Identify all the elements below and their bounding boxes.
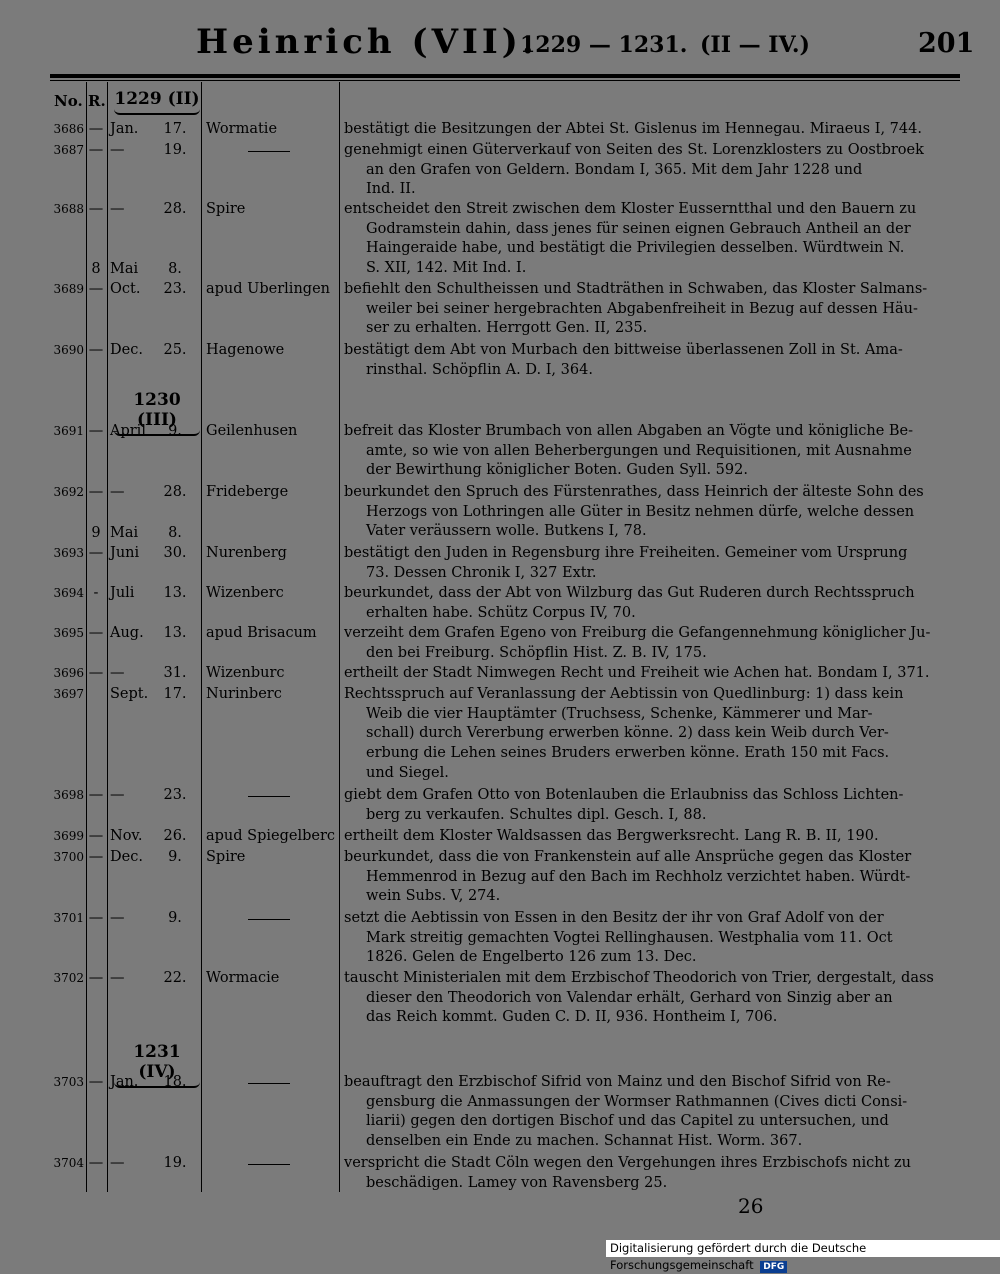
dfg-logo: DFG: [760, 1261, 787, 1273]
entry-day-pre: 8.: [168, 525, 182, 541]
entry-number: 3686: [53, 122, 84, 136]
entry-place: apud Brisacum: [206, 625, 317, 641]
entry-month: —: [110, 142, 125, 158]
entry-month: —: [110, 201, 125, 217]
entry-text: [344, 827, 958, 847]
entry-text-line: weiler bei seiner hergebrachten Abgabenfreiheit in Bezug auf dessen Häu-: [366, 300, 918, 317]
entry-month: —: [110, 970, 125, 986]
column-divider: [201, 82, 202, 1192]
entry-text: [344, 483, 958, 542]
entry-day: 9.: [168, 423, 182, 439]
entry-r: —: [88, 142, 104, 158]
entry-text: [344, 624, 958, 663]
header-rule-thin: [50, 80, 960, 81]
entry-text-line: genehmigt einen Güterverkauf von Seiten des St. Lorenzklosters zu Oostbroek: [344, 142, 924, 158]
entry-text: [344, 685, 958, 784]
entry-day: 13.: [163, 585, 187, 601]
entry-month: Oct.: [110, 281, 141, 297]
entry-month: —: [110, 665, 125, 681]
entry-number: 3691: [53, 424, 84, 438]
place-dash: [248, 1164, 290, 1165]
entry-text-line: liarii) gegen den dortigen Bischof und das Capitel zu untersuchen, und: [366, 1113, 889, 1130]
entry-day: 9.: [168, 849, 182, 865]
entry-day: 31.: [163, 665, 187, 681]
entry-day: 28.: [163, 484, 187, 500]
entry-month: —: [110, 910, 125, 926]
entry-number: 3703: [53, 1075, 84, 1089]
entry-day-pre: 8.: [168, 261, 182, 277]
entry-text-line: rinsthal. Schöpflin A. D. I, 364.: [366, 361, 593, 378]
header-years: 1229 — 1231.: [520, 32, 688, 58]
entry-day: 19.: [163, 142, 187, 158]
place-dash: [248, 919, 290, 920]
column-header-no: No.: [54, 92, 83, 110]
entry-number: 3697: [53, 687, 84, 701]
entry-text-line: befiehlt den Schultheissen und Stadträthen in Schwaben, das Kloster Salmans-: [344, 281, 928, 297]
entry-r: —: [88, 910, 104, 926]
entry-place: Nurenberg: [206, 545, 287, 561]
entry-text-line: S. XII, 142. Mit Ind. I.: [366, 260, 527, 277]
entry-place: Hagenowe: [206, 342, 285, 358]
signature-mark: 26: [738, 1194, 764, 1218]
column-header-r: R.: [88, 92, 106, 110]
entry-day: 25.: [163, 342, 187, 358]
page-header: [0, 22, 1000, 66]
entry-number: 3700: [53, 850, 84, 864]
entry-day: 19.: [163, 1155, 187, 1171]
entry-text-line: bestätigt den Juden in Regensburg ihre Freiheiten. Gemeiner vom Ursprung: [344, 545, 908, 561]
entry-text-line: ertheilt dem Kloster Waldsassen das Bergwerksrecht. Lang R. B. II, 190.: [344, 828, 879, 844]
entry-text-line: ser zu erhalten. Herrgott Gen. II, 235.: [366, 320, 648, 337]
entry-number: 3702: [53, 971, 84, 985]
entry-text-line: verzeiht dem Grafen Egeno von Freiburg die Gefangennehmung königlicher Ju-: [344, 625, 931, 641]
entry-text-line: Ind. II.: [366, 181, 416, 198]
entry-r: —: [88, 828, 104, 844]
entry-r: —: [88, 484, 104, 500]
entry-r: —: [88, 121, 104, 137]
entry-r: —: [88, 545, 104, 561]
entry-text: [344, 786, 958, 825]
year-heading-label: 1229 (II): [114, 89, 200, 109]
entry-place: apud Uberlingen: [206, 281, 330, 297]
entry-text: [344, 120, 958, 140]
header-rule: [50, 74, 960, 78]
year-brace: [114, 109, 200, 115]
entry-r: —: [88, 849, 104, 865]
entry-text-line: Godramstein dahin, dass jenes für seinen eignen Gebrauch Antheil an der: [366, 220, 911, 237]
entry-day: 23.: [163, 787, 187, 803]
entry-text-line: beauftragt den Erzbischof Sifrid von Mainz und den Bischof Sifrid von Re-: [344, 1074, 891, 1090]
place-dash: [248, 151, 290, 152]
entry-text: [344, 341, 958, 380]
entry-text-line: Vater veräussern wolle. Butkens I, 78.: [366, 523, 647, 540]
entry-text-line: den bei Freiburg. Schöpflin Hist. Z. B. IV, 175.: [366, 644, 707, 661]
entry-day: 22.: [163, 970, 187, 986]
entry-number: 3692: [53, 485, 84, 499]
entry-number: 3699: [53, 829, 84, 843]
year-heading-label: 1230 (III): [133, 390, 181, 430]
entry-text-line: amte, so wie von allen Beherbergungen und Requisitionen, mit Ausnahme: [366, 442, 912, 459]
entry-day: 26.: [163, 828, 187, 844]
entry-text-line: giebt dem Grafen Otto von Botenlauben die Erlaubniss das Schloss Lichten-: [344, 787, 904, 803]
entry-text-line: wein Subs. V, 274.: [366, 888, 501, 905]
entry-text-line: denselben ein Ende zu machen. Schannat Hist. Worm. 367.: [366, 1133, 803, 1150]
entry-text: [344, 422, 958, 481]
entry-r: —: [88, 787, 104, 803]
entry-day: 17.: [163, 686, 187, 702]
entry-text: [344, 848, 958, 907]
entry-text-line: beurkundet, dass der Abt von Wilzburg das Gut Ruderen durch Rechtsspruch: [344, 585, 915, 601]
entry-place: Spire: [206, 849, 246, 865]
entry-r-pre: 9: [91, 525, 101, 541]
entry-month: April: [110, 423, 146, 439]
entry-number: 3694: [53, 586, 84, 600]
entry-day: 30.: [163, 545, 187, 561]
entry-text-line: bestätigt die Besitzungen der Abtei St. Gislenus im Hennegau. Miraeus I, 744.: [344, 121, 922, 137]
entry-text-line: beurkundet den Spruch des Fürstenrathes, dass Heinrich der älteste Sohn des: [344, 484, 924, 500]
entry-place: Wizenberc: [206, 585, 284, 601]
entry-text: [344, 544, 958, 583]
entry-text: [344, 664, 958, 684]
entry-month: Dec.: [110, 849, 143, 865]
entry-place: Nurinberc: [206, 686, 282, 702]
year-heading: [112, 89, 202, 115]
entry-month: Sept.: [110, 686, 149, 702]
place-dash: [248, 796, 290, 797]
entry-month: Dec.: [110, 342, 143, 358]
entry-month-pre: Mai: [110, 261, 139, 277]
entry-text-line: Haingeraide habe, und bestätigt die Privilegien desselben. Würdtwein N.: [366, 240, 905, 257]
entry-text-line: und Siegel.: [366, 764, 449, 781]
entry-place: Frideberge: [206, 484, 289, 500]
entry-text: [344, 280, 958, 339]
entry-month-pre: Mai: [110, 525, 139, 541]
entry-day: 28.: [163, 201, 187, 217]
entry-text-line: dieser den Theodorich von Valendar erhält, Gerhard von Sinzig aber an: [366, 989, 893, 1006]
entry-text: [344, 909, 958, 968]
entry-r: —: [88, 201, 104, 217]
entry-number: 3688: [53, 202, 84, 216]
entry-number: 3696: [53, 666, 84, 680]
entry-place: Spire: [206, 201, 246, 217]
entry-r: —: [88, 1155, 104, 1171]
column-divider: [107, 82, 108, 1192]
entry-place: apud Spiegelberc: [206, 828, 336, 844]
entry-month: —: [110, 1155, 125, 1171]
entry-text-line: Hemmenrod in Bezug auf den Bach im Rechholz verzichtet haben. Würdt-: [366, 868, 911, 885]
entry-text-line: der Bewirthung königlicher Boten. Guden Syll. 592.: [366, 462, 748, 479]
entry-text-line: erbung die Lehen seines Bruders erwerben könne. Erath 150 mit Facs.: [366, 745, 890, 762]
entry-text-line: ertheilt der Stadt Nimwegen Recht und Freiheit wie Achen hat. Bondam I, 371.: [344, 665, 930, 681]
entry-number: 3690: [53, 343, 84, 357]
page-number: 201: [918, 28, 975, 59]
entry-text: [344, 969, 958, 1028]
entry-text-line: gensburg die Anmassungen der Wormser Rathmannen (Cives dicti Consi-: [366, 1093, 908, 1110]
entry-r: -: [93, 585, 99, 601]
entry-month: Juli: [110, 585, 135, 601]
entry-text-line: befreit das Kloster Brumbach von allen Abgaben an Vögte und königliche Be-: [344, 423, 914, 439]
entry-text: [344, 1154, 958, 1193]
entry-r: —: [88, 423, 104, 439]
entry-month: —: [110, 787, 125, 803]
entry-text-line: Herzogs von Lothringen alle Güter in Besitz nehmen dürfe, welche dessen: [366, 503, 915, 520]
entry-number: 3695: [53, 626, 84, 640]
entry-text-line: tauscht Ministerialen mit dem Erzbischof Theodorich von Trier, dergestalt, dass: [344, 970, 934, 986]
entry-r: —: [88, 665, 104, 681]
entry-number: 3693: [53, 546, 84, 560]
entry-text-line: entscheidet den Streit zwischen dem Kloster Eusserntthal und den Bauern zu: [344, 201, 917, 217]
entry-month: Aug.: [110, 625, 144, 641]
entry-place: Wizenburc: [206, 665, 285, 681]
year-heading-label: 1231 (IV): [133, 1042, 181, 1082]
entry-text: [344, 584, 958, 623]
entry-r: —: [88, 625, 104, 641]
entry-month: —: [110, 484, 125, 500]
header-name: Heinrich (VII).: [196, 22, 538, 62]
entry-number: 3687: [53, 143, 84, 157]
entry-r: —: [88, 281, 104, 297]
entry-r: —: [88, 970, 104, 986]
entry-month: Juni: [110, 545, 140, 561]
dfg-banner: [606, 1240, 1000, 1272]
entry-text-line: Weib die vier Hauptämter (Truchsess, Schenke, Kämmerer und Mar-: [366, 705, 873, 722]
entry-r: —: [88, 342, 104, 358]
entry-number: 3689: [53, 282, 84, 296]
place-dash: [248, 1083, 290, 1084]
entry-day: 17.: [163, 121, 187, 137]
column-divider: [339, 82, 340, 1192]
entry-number: 3698: [53, 788, 84, 802]
entry-text-line: Rechtsspruch auf Veranlassung der Aebtissin von Quedlinburg: 1) dass kein: [344, 686, 904, 702]
entry-number: 3704: [53, 1156, 84, 1170]
entry-text: [344, 1073, 958, 1152]
header-roman: (II — IV.): [700, 32, 810, 58]
entry-month: Jan.: [110, 121, 139, 137]
entry-text-line: bestätigt dem Abt von Murbach den bittweise überlassenen Zoll in St. Ama-: [344, 342, 903, 358]
entry-month: Nov.: [110, 828, 143, 844]
entry-text-line: beschädigen. Lamey von Ravensberg 25.: [366, 1174, 668, 1191]
entry-text-line: an den Grafen von Geldern. Bondam I, 365. Mit dem Jahr 1228 und: [366, 161, 863, 178]
entry-place: Wormatie: [206, 121, 278, 137]
entry-day: 9.: [168, 910, 182, 926]
entry-text-line: verspricht die Stadt Cöln wegen den Vergehungen ihres Erzbischofs nicht zu: [344, 1155, 912, 1171]
entry-text-line: schall) durch Vererbung erwerben könne. 2) dass kein Weib durch Ver-: [366, 725, 889, 742]
entry-text-line: setzt die Aebtissin von Essen in den Besitz der ihr von Graf Adolf von der: [344, 910, 884, 926]
entry-day: 13.: [163, 625, 187, 641]
entry-text-line: das Reich kommt. Guden C. D. II, 936. Hontheim I, 706.: [366, 1009, 778, 1026]
entry-month: Jan.: [110, 1074, 139, 1090]
entry-text-line: 1826. Gelen de Engelberto 126 zum 13. Dec.: [366, 949, 697, 966]
entry-text: [344, 141, 958, 200]
entry-day: 23.: [163, 281, 187, 297]
entry-r: —: [88, 1074, 104, 1090]
entry-day: 18.: [163, 1074, 187, 1090]
banner-text: Digitalisierung gefördert durch die Deutsche Forschungsgemeinschaft: [610, 1241, 867, 1272]
entry-text-line: erhalten habe. Schütz Corpus IV, 70.: [366, 604, 636, 621]
entry-text-line: beurkundet, dass die von Frankenstein auf alle Ansprüche gegen das Kloster: [344, 849, 912, 865]
entry-text-line: berg zu verkaufen. Schultes dipl. Gesch. I, 88.: [366, 806, 707, 823]
entry-place: Wormacie: [206, 970, 280, 986]
entry-r-pre: 8: [91, 261, 101, 277]
entry-number: 3701: [53, 911, 84, 925]
entry-text: [344, 200, 958, 279]
entry-text-line: Mark streitig gemachten Vogtei Rellinghausen. Westphalia vom 11. Oct: [366, 929, 893, 946]
entry-place: Geilenhusen: [206, 423, 298, 439]
entry-text-line: 73. Dessen Chronik I, 327 Extr.: [366, 564, 597, 581]
